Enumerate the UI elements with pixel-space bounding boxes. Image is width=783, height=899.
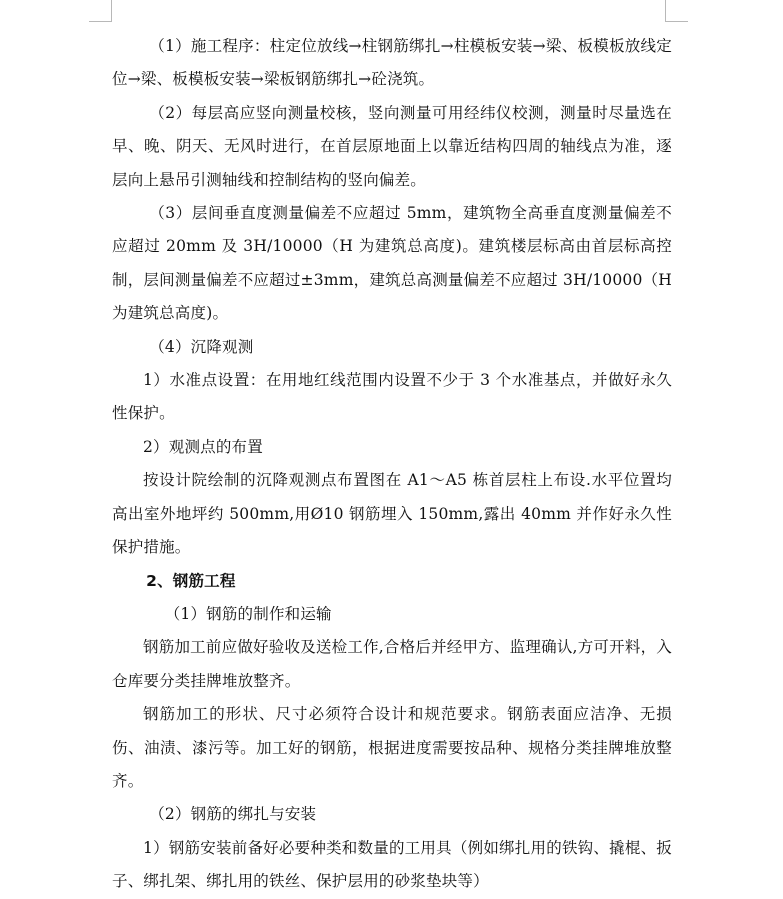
paragraph-rebar-processing: 钢筋加工的形状、尺寸必须符合设计和规范要求。钢筋表面应洁净、无损伤、油渍、漆污等。加工好的钢筋，根据进度需要按品种、规格分类挂牌堆放整齐。 [112,705,672,790]
paragraph-construction-procedure: （1）施工程序：柱定位放线→柱钢筋绑扎→柱模板安装→梁、板模板放线定位→梁、板模板安装→梁板钢筋绑扎→砼浇筑。 [112,37,672,89]
paragraph-settlement-observation: （4）沉降观测 [149,337,254,356]
paragraph-observation-layout: 按设计院绘制的沉降观测点布置图在 A1～A5 栋首层柱上布设.水平位置均高出室外地坪约 500mm,用Ø10 钢筋埋入 150mm,露出 40mm 并作好永久性保护措施。 [112,471,672,557]
crop-mark-top-right [665,0,666,22]
paragraph-observation-points: 2）观测点的布置 [143,437,263,456]
crop-mark-top-right-horizontal [666,21,688,22]
document-body [112,30,672,899]
paragraph-verticality-tolerance: （3）层间垂直度测量偏差不应超过 5mm，建筑物全高垂直度测量偏差不应超过 20mm 及 3H/10000（H 为建筑总高度)。建筑楼层标高由首层标高控制，层间测量偏差不应超过±3mm，建筑总高测量偏差不应超过 3H/10000（H 为建筑总高度)。 [112,204,672,323]
paragraph-rebar-inspection: 钢筋加工前应做好验收及送检工作,合格后并经甲方、监理确认,方可开料，入仓库要分类挂牌堆放整齐。 [112,638,672,690]
section-heading-rebar-works: 2、钢筋工程 [146,571,236,590]
subheading-rebar-binding: （2）钢筋的绑扎与安装 [149,805,317,824]
paragraph-vertical-survey: （2）每层高应竖向测量校核，竖向测量可用经纬仪校测，测量时尽量选在早、晚、阴天、无风时进行，在首层原地面上以靠近结构四周的轴线点为准，逐层向上悬吊引测轴线和控制结构的竖向偏差。 [112,103,672,189]
subheading-rebar-fabrication: （1）钢筋的制作和运输 [164,604,332,623]
crop-mark-top-left [111,0,112,22]
crop-mark-top-left-horizontal [89,21,111,22]
paragraph-benchmark-setup: 1）水准点设置：在用地红线范围内设置不少于 3 个水准基点，并做好永久性保护。 [112,371,672,423]
paragraph-rebar-tools: 1）钢筋安装前备好必要种类和数量的工用具（例如绑扎用的铁钩、撬棍、扳子、绑扎架、绑扎用的铁丝、保护层用的砂浆垫块等） [112,838,672,891]
